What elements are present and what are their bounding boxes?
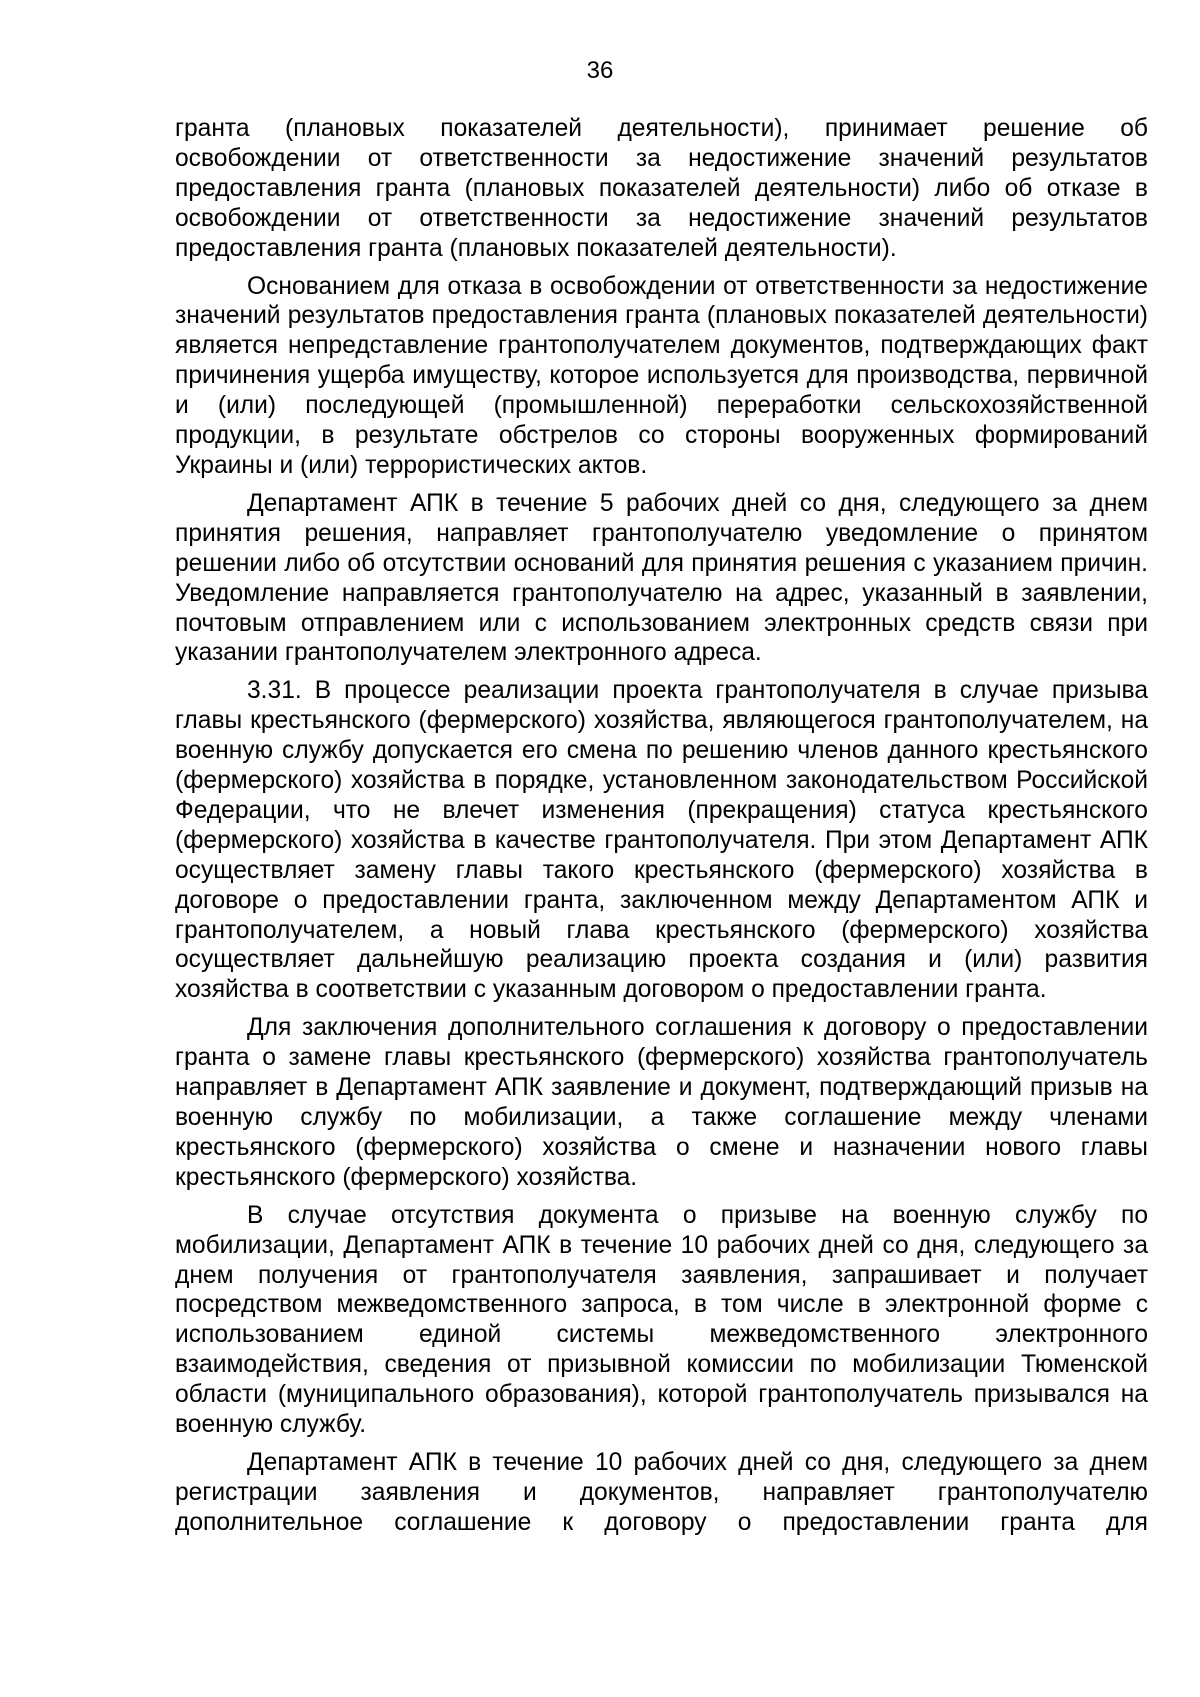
paragraph-7: Департамент АПК в течение 10 рабочих дней со дня, следующего за днем регистрации заявления и документов, направляет грантополучателю дополнительное соглашение к договору о предоставлении гранта для <box>175 1448 1148 1536</box>
page-number: 36 <box>586 57 614 84</box>
paragraph-5: Для заключения дополнительного соглашения к договору о предоставлении гранта о замене главы крестьянского (фермерского) хозяйства грантополучатель направляет в Департамент АПК заявление и документ, подтверждающий призыв на военную службу по мобилизации, а также соглашение между членами крестьянского (фермерского) хозяйства о смене и назначении нового главы крестьянского (фермерского) хозяйства. <box>175 1014 1148 1191</box>
document-body <box>175 114 1148 1546</box>
paragraph-2: Основанием для отказа в освобождении от ответственности за недостижение значений результатов предоставления гранта (плановых показателей деятельности) является непредставление грантополучателем документов, подтверждающих факт причинения ущерба имуществу, которое используется для производства, первичной и (или) последующей (промышленной) переработки сельскохозяйственной продукции, в результате обстрелов со стороны вооруженных формирований Украины и (или) террористических актов. <box>175 272 1148 479</box>
paragraph-4: 3.31. В процессе реализации проекта грантополучателя в случае призыва главы крестьянского (фермерского) хозяйства, являющегося грантополучателем, на военную службу допускается его смена по решению членов данного крестьянского (фермерского) хозяйства в порядке, установленном законодательством Российской Федерации, что не влечет изменения (прекращения) статуса крестьянского (фермерского) хозяйства в качестве грантополучателя. При этом Департамент АПК осуществляет замену главы такого крестьянского (фермерского) хозяйства в договоре о предоставлении гранта, заключенном между Департаментом АПК и грантополучателем, а новый глава крестьянского (фермерского) хозяйства осуществляет дальнейшую реализацию проекта создания и (или) развития хозяйства в соответствии с указанным договором о предоставлении гранта. <box>175 677 1148 1004</box>
paragraph-3: Департамент АПК в течение 5 рабочих дней со дня, следующего за днем принятия решения, направляет грантополучателю уведомление о принятом решении либо об отсутствии оснований для принятия решения с указанием причин. Уведомление направляется грантополучателю на адрес, указанный в заявлении, почтовым отправлением или с использованием электронных средств связи при указании грантополучателем электронного адреса. <box>175 489 1148 667</box>
paragraph-6: В случае отсутствия документа о призыве на военную службу по мобилизации, Департамент АПК в течение 10 рабочих дней со дня, следующего за днем получения от грантополучателя заявления, запрашивает и получает посредством межведомственного запроса, в том числе в электронной форме с использованием единой системы межведомственного электронного взаимодействия, сведения от призывной комиссии по мобилизации Тюменской области (муниципального образования), которой грантополучатель призывался на военную службу. <box>175 1201 1148 1439</box>
paragraph-1: гранта (плановых показателей деятельности), принимает решение об освобождении от ответственности за недостижение значений результатов предоставления гранта (плановых показателей деятельности) либо об отказе в освобождении от ответственности за недостижение значений результатов предоставления гранта (плановых показателей деятельности). <box>175 115 1148 262</box>
